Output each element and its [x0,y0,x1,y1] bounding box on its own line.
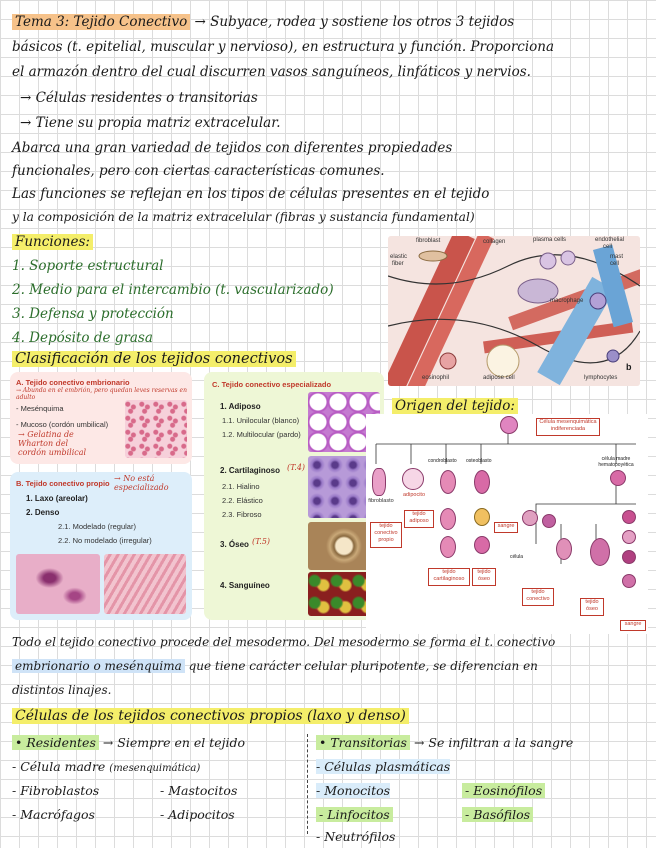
plasma-cell [561,251,575,265]
label-adipose: adipose cell [483,375,515,381]
panel-c-item-2: 1.1. Unilocular (blanco) [222,416,300,425]
chondroblast-icon [440,470,456,494]
label-collagen: collagen [483,239,506,245]
label-mast: mast [610,254,624,260]
cells-divider [307,734,308,834]
resident-cell-1 [12,758,200,777]
box-tejido-oseo-2: tejido óseo [580,598,604,616]
osteoblast-icon [474,470,490,494]
hematopoietic-icon [610,470,626,486]
panel-c-item-4: 2. Cartilaginoso [220,466,281,475]
intro-bullet-1: → Células residentes o transitorias [20,90,258,106]
mesoderm-line-2 [12,658,538,675]
resident-cell-5: - Adipocitos [160,807,235,822]
panel-c-title: C. Tejido conectivo especializado [212,380,332,389]
chondrocyte-icon [440,508,456,530]
transitorias-heading [316,734,573,751]
panel-a-title: A. Tejido conectivo embrionario [16,378,130,387]
label-celula: célula [510,554,524,560]
tissue-drawing [388,236,640,386]
denso-micrograph [104,554,186,614]
transient-cell-1-name: - Células plasmáticas [316,759,451,774]
panel-c-item-1: 1. Adiposo [220,402,261,411]
origin-heading [392,398,518,415]
functions-heading [12,234,93,251]
lymphocyte-cell [607,350,619,362]
panel-b-propio [10,472,192,620]
label-mast-cell: cell [610,261,620,267]
mesenchymal-cell-icon [500,416,518,434]
panel-b-item-2: 2. Denso [26,508,60,517]
label-macrophage: macrophage [550,298,584,304]
fibroblast-cell [419,251,447,261]
label-lymphocytes: lymphocytes [584,375,618,381]
intro-line-1 [12,14,514,31]
mesenchymal-cell-box: Célula mesenquimática indiferenciada [536,418,600,436]
panel-a-item-2: - Mucoso (cordón umbilical) [16,420,109,429]
label-endothelial-cell: cell [603,244,613,250]
transient-cell-2-name: - Monocitos [316,783,391,798]
mesoderm-line-1: Todo el tejido conectivo procede del mesodermo. Del mesodermo se forma el t. conectivo [12,635,556,649]
topic-title: Tema 3: Tejido Conectivo [12,14,190,30]
fibroblast-icon [372,468,386,496]
label-osteoblasto: osteoblasto [466,458,492,464]
panel-a-embrionario [10,372,192,464]
panel-b-item-3: 2.1. Modelado (regular) [58,522,136,531]
blood-cell-8 [622,574,636,588]
transient-cell-6: - Neutrófilos [316,829,396,844]
label-eosinophil: eosinophil [422,375,450,381]
panel-c-item-8-note: (T.5) [252,537,271,546]
label-fibroblast: fibroblast [416,238,441,244]
panel-b-note: → No está especializado [114,474,169,492]
transitorias-note: → Se infiltran a la sangre [413,735,574,750]
transient-cell-5 [462,806,533,823]
residentes-label: • Residentes [12,735,99,750]
classification-heading-text: Clasificación de los tejidos conectivos [12,351,296,367]
blood-cell-7 [622,550,636,564]
intro-para-3: Las funciones se reflejan en los tipos de células presentes en el tejido [12,186,490,202]
panel-b-item-4: 2.2. No modelado (irregular) [58,536,152,545]
adipose-cell [487,345,519,377]
box-tejido-cartilaginoso: tejido cartilaginoso [428,568,470,586]
label-fibroblasto: fibroblasto [366,498,396,506]
residentes-note: → Siempre en el tejido [102,735,246,750]
box-tejido-conectivo-2: tejido conectivo [522,588,554,606]
plasma-cell [540,253,556,269]
function-item-3: 3. Defensa y protección [12,306,174,322]
resident-cell-2: - Fibroblastos [12,783,100,798]
classification-heading [12,351,296,368]
panel-c-item-8: 3. Óseo [220,540,249,549]
mesoderm-line-3: distintos linajes. [12,683,112,697]
transitorias-label: • Transitorias [316,735,410,750]
intro-para-4: y la composición de la matriz extracelular (fibras y sustancia fundamental) [12,210,475,224]
mast-cell [590,293,606,309]
box-sangre: sangre [494,522,518,533]
panel-b-title: B. Tejido conectivo propio [16,479,110,488]
panel-b-item-1: 1. Laxo (areolar) [26,494,88,503]
cells-heading-text: Células de los tejidos conectivos propios (laxo y denso) [12,708,409,724]
origin-diagram [366,414,648,634]
panel-c-item-4-note: (T.4) [287,463,306,472]
panel-c-item-9: 4. Sanguíneo [220,581,270,590]
label-hemato: célula madre hematopoyética [598,456,634,468]
resident-cell-3: - Mastocitos [160,783,238,798]
transient-cell-2 [316,782,390,799]
function-item-1: 1. Soporte estructural [12,258,164,274]
label-adipocito: adipocito [400,492,428,500]
label-fiber: fiber [392,261,404,267]
blood-cell-6 [622,530,636,544]
chondrocyte-icon-2 [440,536,456,558]
transient-cell-4 [316,806,393,823]
panel-c-item-3: 1.2. Multilocular (pardo) [222,430,301,439]
transient-cell-1 [316,758,450,775]
label-elastic: elastic [390,254,408,260]
laxo-micrograph [16,554,100,614]
panel-c-item-6: 2.2. Elástico [222,496,263,505]
box-tejido-adiposo: tejido adiposo [404,510,434,528]
transient-cell-5-name: - Basófilos [462,807,533,822]
mesoderm-line-2-rest: que tiene carácter celular pluripotente, se diferencian en [184,659,538,673]
functions-heading-text: Funciones: [12,234,93,250]
eosinophil-cell [440,353,456,369]
osteocyte-icon [474,508,490,526]
mesenchyme-micrograph [125,400,187,458]
function-item-4: 4. Depósito de grasa [12,330,153,346]
label-plasma-cells: plasma cells [533,237,567,243]
box-tejido-propio: tejido conectivo propio [370,522,402,548]
blood-cell-4 [590,538,610,566]
transient-cell-3-name: - Eosinófilos [462,783,545,798]
blood-cell-3 [556,538,572,560]
resident-cell-4: - Macrófagos [12,807,95,822]
panel-a-item-1: - Mesénquima [16,404,64,413]
intro-line-2: básicos (t. epitelial, muscular y nervioso), en estructura y función. Proporciona [12,39,555,55]
blood-cell-1 [522,510,538,526]
label-condroblasto: condroblasto [428,458,457,464]
resident-cell-1-note: (mesenquimática) [109,763,201,774]
box-tejido-oseo: tejido óseo [472,568,496,586]
adipocyte-icon [402,468,424,490]
panel-a-note: → Abunda en el embrión, pero quedan leves reservas en adulto [16,387,187,401]
cells-heading [12,708,409,725]
function-item-2: 2. Medio para el intercambio (t. vascularizado) [12,282,334,298]
panel-c-item-5: 2.1. Hialino [222,482,260,491]
blood-cell-2 [542,514,556,528]
residentes-heading [12,734,245,751]
label-b: b [626,362,632,372]
resident-cell-1-name: - Célula madre [12,759,106,774]
mesoderm-highlight: embrionario o mesénquima [12,659,185,673]
box-sangre-2: sangre [620,620,646,631]
osteocyte-icon-2 [474,536,490,554]
panel-c-especializado [204,372,384,620]
transient-cell-3 [462,782,545,799]
intro-para-1: Abarca una gran variedad de tejidos con diferentes propiedades [12,140,453,156]
intro-text-1: → Subyace, rodea y sostiene los otros 3 tejidos [194,14,515,30]
connective-tissue-illustration [388,236,640,386]
intro-line-3: el armazón dentro del cual discurren vasos sanguíneos, linfáticos y nervios. [12,64,531,80]
intro-bullet-2: → Tiene su propia matriz extracelular. [20,115,281,131]
panel-c-item-7: 2.3. Fibroso [222,510,262,519]
transient-cell-4-name: - Linfocitos [316,807,393,822]
origin-heading-text: Origen del tejido: [392,398,518,414]
label-endothelial: endothelial [595,237,625,243]
panel-a-note-2: → Gelatina de Wharton del cordón umbilical [18,430,87,457]
blood-cell-5 [622,510,636,524]
intro-para-2: funcionales, pero con ciertas características comunes. [12,163,385,179]
